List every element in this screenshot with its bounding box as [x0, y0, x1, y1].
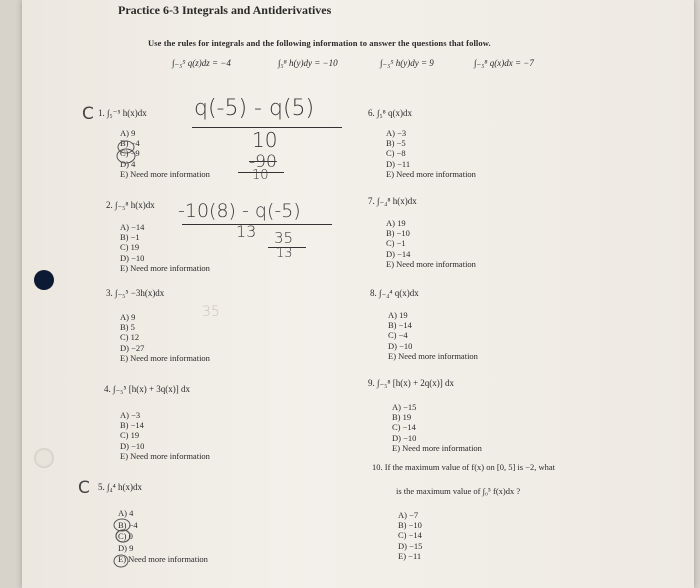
instructions: Use the rules for integrals and the following information to answer the questions that follow. [148, 38, 491, 48]
question-expression: ∫₋₄⁴ q(x)dx [379, 288, 419, 298]
handwritten-answer-mark: C [78, 478, 90, 498]
question-expression: ∫₋₅⁸ [h(x) + 2q(x)] dx [377, 378, 455, 388]
fraction-bar [182, 224, 332, 225]
option-e[interactable]: E) −11 [398, 550, 422, 561]
question-number: 9. [368, 378, 375, 388]
option-e[interactable]: E) Need more information [118, 554, 208, 564]
handwritten-circle [112, 138, 142, 168]
handwritten-work: 35 [274, 229, 294, 247]
question-6 [368, 108, 412, 118]
option-a[interactable]: A) −7 [398, 510, 419, 520]
question-9-options [392, 402, 482, 453]
question-10 [372, 462, 555, 472]
option-d[interactable]: D) −11 [386, 158, 411, 169]
option-b[interactable]: B) −10 [386, 228, 410, 239]
option-a[interactable]: A) 19 [388, 310, 408, 320]
question-6-options [386, 128, 476, 179]
handwritten-work: 10 [252, 168, 269, 183]
question-7-options [386, 218, 476, 269]
question-7 [368, 196, 417, 207]
option-b[interactable]: B) −14 [388, 320, 412, 331]
option-d[interactable]: D) −14 [386, 248, 411, 259]
question-2 [106, 200, 155, 211]
handwritten-circles [110, 516, 140, 570]
question-text: If the maximum value of f(x) on [0, 5] is −2, what [384, 462, 556, 472]
option-c[interactable]: C) −14 [392, 422, 416, 433]
option-c[interactable]: C) 12 [120, 332, 140, 343]
option-e[interactable]: E) Need more information [386, 258, 476, 269]
question-expression: ∫₋₄⁸ h(x)dx [377, 196, 417, 206]
option-a[interactable]: A) 19 [386, 218, 406, 228]
question-number: 2. [106, 200, 113, 210]
option-a[interactable]: A) −3 [120, 410, 141, 420]
handwritten-scribble: 35 [202, 304, 220, 320]
binder-hole [34, 270, 54, 290]
question-number: 4. [104, 384, 111, 394]
option-b[interactable]: B) −10 [398, 520, 422, 531]
option-d[interactable]: D) −27 [120, 342, 145, 353]
option-c[interactable]: C) −4 [388, 330, 408, 341]
option-c[interactable]: C) 0 [118, 531, 133, 541]
question-number: 1. [98, 108, 105, 118]
given-3: ∫₋₅⁵ h(y)dy = 9 [380, 58, 434, 68]
question-expression: ∫₋₅⁵ [h(x) + 3q(x)] dx [113, 384, 191, 394]
question-1 [98, 108, 147, 119]
option-e[interactable]: E) Need more information [392, 442, 482, 453]
question-expression: ∫₄⁴ h(x)dx [107, 482, 142, 492]
binder-hole [34, 448, 54, 468]
option-c[interactable]: C) −8 [386, 148, 406, 159]
option-e[interactable]: E) Need more information [120, 450, 210, 461]
option-d[interactable]: D) −10 [388, 340, 413, 351]
handwritten-answer-mark: C [82, 104, 94, 124]
option-c[interactable]: C) 19 [120, 242, 140, 253]
question-9 [368, 378, 454, 389]
handwritten-work: 10 [252, 128, 278, 152]
question-3 [106, 288, 164, 299]
handwritten-work: 13 [276, 246, 293, 261]
option-a[interactable]: A) 4 [118, 508, 134, 518]
question-number: 10. [372, 462, 383, 472]
question-4 [104, 384, 190, 395]
option-c[interactable]: C) 19 [120, 430, 140, 441]
option-d[interactable]: D) −10 [120, 252, 145, 263]
question-expression: ∫₅⁸ q(x)dx [377, 108, 412, 118]
option-a[interactable]: A) 9 [120, 312, 136, 322]
option-d[interactable]: D) −10 [392, 432, 417, 443]
question-5 [98, 482, 142, 492]
handwritten-work: 13 [236, 222, 257, 241]
question-8-options [388, 310, 478, 361]
option-d[interactable]: D) −15 [398, 540, 423, 551]
question-number: 5. [98, 482, 105, 492]
option-b[interactable]: B) −5 [386, 138, 406, 149]
handwritten-work: -90 [249, 152, 277, 172]
option-e[interactable]: E) Need more information [120, 352, 210, 363]
option-d[interactable]: D) 4 [120, 158, 136, 169]
handwritten-work: q(-5) - q(5) [194, 96, 315, 121]
option-c[interactable]: C) −9 [120, 148, 140, 159]
option-e[interactable]: E) Need more information [120, 262, 210, 273]
given-4: ∫₋₅⁸ q(x)dx = −7 [474, 58, 534, 68]
question-8 [370, 288, 419, 299]
question-10-line2: is the maximum value of ∫₀⁵ f(x)dx ? [396, 486, 521, 496]
option-a[interactable]: A) −15 [392, 402, 417, 412]
worksheet-page [22, 0, 694, 588]
option-c[interactable]: C) −1 [386, 238, 406, 249]
question-expression: ∫₅⁻⁵ h(x)dx [107, 108, 147, 118]
question-number: 7. [368, 196, 375, 206]
question-number: 8. [370, 288, 377, 298]
option-b[interactable]: B) 5 [120, 322, 135, 333]
option-a[interactable]: A) −3 [386, 128, 407, 138]
question-expression: ∫₋₅⁸ h(x)dx [115, 200, 155, 210]
page-title: Practice 6-3 Integrals and Antiderivatives [118, 3, 332, 17]
question-4-options [120, 410, 210, 461]
option-d[interactable]: D) 9 [118, 542, 134, 553]
question-10-options [398, 510, 422, 561]
option-a[interactable]: A) 9 [120, 128, 136, 138]
given-1: ∫₋₅⁵ q(z)dz = −4 [172, 58, 231, 68]
given-2: ∫₅⁸ h(y)dy = −10 [278, 58, 338, 68]
question-number: 6. [368, 108, 375, 118]
option-b[interactable]: B) 19 [392, 412, 412, 423]
option-a[interactable]: A) −14 [120, 222, 145, 232]
option-e[interactable]: E) Need more information [386, 168, 476, 179]
option-d[interactable]: D) −10 [120, 440, 145, 451]
option-b[interactable]: B) −14 [120, 420, 144, 431]
option-e[interactable]: E) Need more information [120, 168, 210, 179]
question-3-options [120, 312, 210, 363]
option-c[interactable]: C) −14 [398, 530, 422, 541]
question-expression: ∫₋₅⁵ −3h(x)dx [115, 288, 165, 298]
option-b[interactable]: B) −4 [120, 138, 140, 149]
handwritten-work: -10(8) - q(-5) [178, 200, 301, 222]
option-e[interactable]: E) Need more information [388, 350, 478, 361]
option-b[interactable]: B) −4 [118, 519, 138, 530]
question-number: 3. [106, 288, 113, 298]
option-b[interactable]: B) −1 [120, 232, 140, 243]
question-2-options [120, 222, 210, 273]
